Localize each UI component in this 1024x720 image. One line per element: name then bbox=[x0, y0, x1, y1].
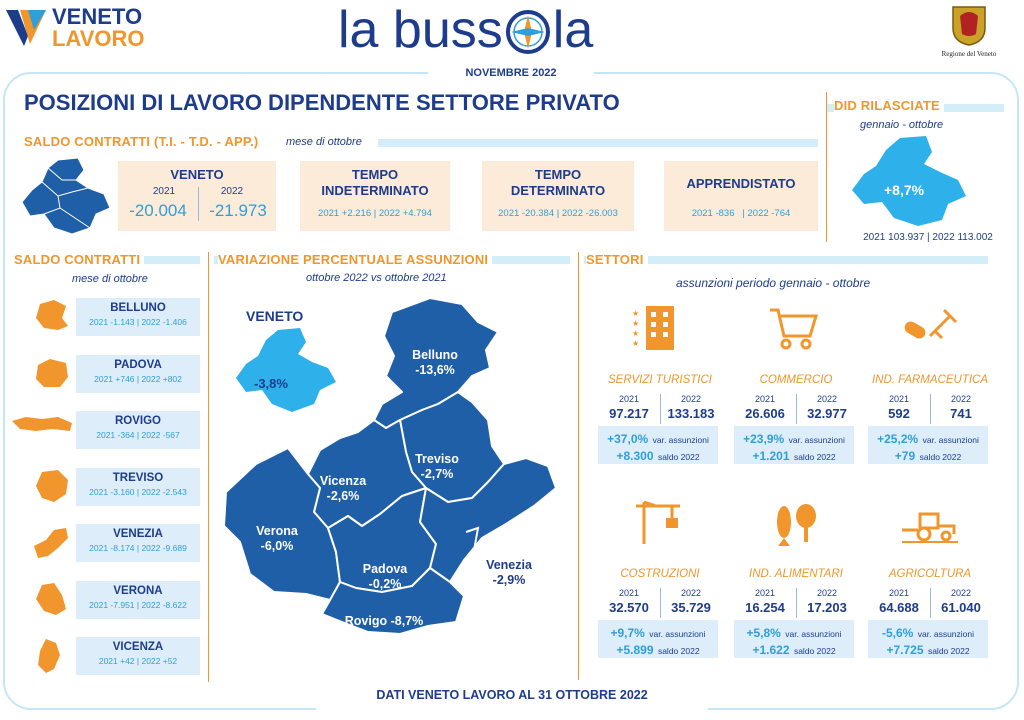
province-row-venezia bbox=[12, 524, 204, 564]
sector-value-1: 64.688 bbox=[879, 600, 919, 615]
provinces-map bbox=[216, 292, 564, 652]
sector-name: IND. FARMACEUTICA bbox=[871, 374, 989, 386]
saldo-prov-title: SALDO CONTRATTI bbox=[14, 252, 144, 267]
verona-name: Verona bbox=[256, 524, 298, 538]
saldo-prov-subtitle: mese di ottobre bbox=[72, 273, 148, 285]
sector-saldo-label: saldo 2022 bbox=[927, 646, 970, 656]
saldo-top-title: SALDO CONTRATTI (T.I. - T.D. - APP.) bbox=[24, 134, 259, 149]
province-values-treviso: 2021 -3.160 | 2022 -2.543 bbox=[89, 486, 187, 497]
left-divider bbox=[208, 252, 209, 682]
sector-var-pct: -5,6% bbox=[881, 626, 914, 640]
verona-pct: -6,0% bbox=[260, 539, 294, 553]
sector-saldo-value: +1.622 bbox=[752, 643, 790, 657]
sector-var-label: var. assunzioni bbox=[788, 435, 845, 445]
tempo-ind-line1: TEMPO bbox=[351, 167, 399, 182]
veneto-year-1: 2021 bbox=[152, 186, 176, 197]
sector-value-1: 592 bbox=[888, 406, 910, 421]
sector-year-1: 2021 bbox=[618, 588, 640, 598]
sector-saldo-value: +79 bbox=[894, 449, 916, 463]
sector-year-1: 2021 bbox=[888, 588, 910, 598]
rovigo-shape-icon bbox=[12, 411, 76, 451]
sector-year-1: 2021 bbox=[888, 394, 910, 404]
treviso-pct: -2,7% bbox=[420, 467, 454, 481]
sector-var-row bbox=[598, 430, 718, 448]
province-values-vicenza: 2021 +42 | 2022 +52 bbox=[98, 656, 178, 666]
sector-value-1: 26.606 bbox=[745, 406, 785, 421]
la-bussola-title bbox=[338, 0, 593, 60]
veneto-lavoro-logo-icon bbox=[6, 8, 48, 48]
province-row-treviso bbox=[12, 468, 204, 508]
province-values-verona: 2021 -7.951 | 2022 -8.622 bbox=[89, 599, 187, 610]
province-name-venezia: VENEZIA bbox=[113, 528, 163, 540]
sector-saldo-row bbox=[734, 447, 854, 465]
map-label-padova bbox=[352, 562, 418, 592]
province-box-treviso bbox=[76, 468, 200, 506]
la-bussola-part1: la buss bbox=[338, 1, 503, 59]
sector-value-1: 97.217 bbox=[609, 406, 649, 421]
region-name: Regione del Veneto bbox=[941, 50, 997, 58]
sector-year-1: 2021 bbox=[618, 394, 640, 404]
variazione-veneto-pct: -3,8% bbox=[254, 376, 288, 391]
main-title: POSIZIONI DI LAVORO DIPENDENTE SETTORE PRIVATO bbox=[24, 90, 620, 115]
tempo-ind-line2: INDETERMINATO bbox=[321, 183, 429, 198]
tempo-det-values: 2021 -20.384 | 2022 -26.003 bbox=[498, 208, 618, 219]
sector-var-row bbox=[598, 624, 718, 642]
sector-year-2: 2022 bbox=[680, 588, 702, 598]
sector-var-row bbox=[734, 430, 854, 448]
sector-saldo-value: +8.300 bbox=[616, 449, 654, 463]
province-name-belluno: BELLUNO bbox=[110, 302, 166, 314]
map-label-belluno bbox=[400, 348, 470, 378]
sector-stats-box bbox=[734, 620, 854, 658]
sector-costruzioni bbox=[598, 496, 722, 662]
sector-stats-box bbox=[598, 426, 718, 464]
sector-var-pct: +25,2% bbox=[877, 432, 919, 446]
sector-year-2: 2022 bbox=[950, 588, 972, 598]
veneto-map-small-icon bbox=[18, 156, 114, 236]
treviso-shape-icon bbox=[32, 468, 72, 508]
sector-var-label: var. assunzioni bbox=[785, 629, 842, 639]
map-label-rovigo bbox=[332, 614, 436, 629]
svg-text:★: ★ bbox=[632, 329, 640, 338]
did-divider bbox=[826, 92, 827, 242]
sector-name: SERVIZI TURISTICI bbox=[608, 374, 712, 386]
sector-saldo-row bbox=[598, 641, 718, 659]
sector-year-2: 2022 bbox=[680, 394, 702, 404]
sector-saldo-label: saldo 2022 bbox=[793, 452, 836, 462]
treviso-name: Treviso bbox=[415, 452, 459, 466]
sector-var-pct: +5,8% bbox=[746, 626, 781, 640]
belluno-pct: -13,6% bbox=[415, 363, 455, 377]
region-crest-icon bbox=[950, 4, 988, 46]
compass-icon bbox=[505, 9, 551, 55]
padova-name: Padova bbox=[362, 562, 408, 576]
tempo-ind-values: 2021 +2.216 | 2022 +4.794 bbox=[318, 208, 432, 219]
sector-name: COMMERCIO bbox=[759, 374, 833, 386]
veneto-saldo-label: VENETO bbox=[170, 167, 224, 182]
veneto-value-1: -20.004 bbox=[129, 201, 187, 220]
logo-line1: VENETO bbox=[52, 4, 143, 29]
sector-saldo-row bbox=[868, 447, 988, 465]
sector-year-2: 2022 bbox=[816, 394, 838, 404]
sector-saldo-row bbox=[734, 641, 854, 659]
hotel-icon bbox=[630, 302, 690, 356]
sector-var-row bbox=[734, 624, 854, 642]
province-row-vicenza bbox=[12, 637, 204, 677]
province-row-rovigo bbox=[12, 411, 204, 451]
svg-text:★: ★ bbox=[632, 339, 640, 348]
map-label-venezia bbox=[476, 558, 542, 588]
sector-saldo-row bbox=[598, 447, 718, 465]
province-name-treviso: TREVISO bbox=[112, 471, 164, 484]
sector-commercio bbox=[734, 302, 858, 468]
saldo-top-bar bbox=[378, 139, 818, 147]
belluno-name: Belluno bbox=[412, 348, 458, 362]
verona-shape-icon bbox=[32, 581, 72, 621]
sector-stats-box bbox=[868, 620, 988, 658]
sector-year-2: 2022 bbox=[816, 588, 838, 598]
sector-value-2: 133.183 bbox=[667, 406, 715, 421]
sector-saldo-value: +1.201 bbox=[752, 449, 790, 463]
sector-var-pct: +23,9% bbox=[743, 432, 785, 446]
did-veneto-map-icon bbox=[846, 134, 976, 228]
padova-pct: -0,2% bbox=[368, 577, 402, 591]
sector-var-label: var. assunzioni bbox=[922, 435, 979, 445]
vicenza-shape-icon bbox=[32, 637, 72, 677]
province-box-rovigo bbox=[76, 411, 200, 449]
venezia-shape-icon bbox=[32, 524, 72, 564]
la-bussola-part2: la bbox=[552, 1, 594, 59]
belluno-shape-icon bbox=[32, 298, 72, 338]
rovigo-name: Rovigo bbox=[344, 614, 388, 628]
veneto-year-2: 2022 bbox=[220, 186, 244, 197]
sector-var-label: var. assunzioni bbox=[652, 435, 709, 445]
sector-servizi-turistici bbox=[598, 302, 722, 468]
venezia-name: Venezia bbox=[486, 558, 532, 572]
province-row-belluno bbox=[12, 298, 204, 338]
sector-stats-box bbox=[734, 426, 854, 464]
padova-shape-icon bbox=[32, 355, 72, 395]
province-name-verona: VERONA bbox=[113, 584, 163, 597]
sector-var-pct: +37,0% bbox=[607, 432, 649, 446]
province-values-padova: 2021 +746 | 2022 +802 bbox=[94, 373, 182, 384]
sector-saldo-value: +5.899 bbox=[616, 643, 654, 657]
sector-agricoltura bbox=[868, 496, 992, 662]
province-box-belluno bbox=[76, 298, 200, 336]
province-name-padova: PADOVA bbox=[114, 358, 162, 371]
sector-year-2: 2022 bbox=[950, 394, 972, 404]
vicenza-name: Vicenza bbox=[319, 474, 367, 488]
crane-icon bbox=[630, 496, 690, 550]
variazione-title: VARIAZIONE PERCENTUALE ASSUNZIONI bbox=[218, 252, 492, 267]
logo-line2: LAVORO bbox=[52, 26, 145, 51]
province-box-vicenza bbox=[76, 637, 200, 675]
apprendistato-values: 2021 -836 | 2022 -764 bbox=[691, 208, 791, 219]
settori-subtitle: assunzioni periodo gennaio - ottobre bbox=[676, 276, 871, 290]
cart-icon bbox=[766, 302, 826, 356]
sector-ind-farmaceutica bbox=[868, 302, 992, 468]
sector-var-row bbox=[868, 430, 988, 448]
province-name-vicenza: VICENZA bbox=[112, 641, 164, 653]
sector-var-row bbox=[868, 624, 988, 642]
did-subtitle: gennaio - ottobre bbox=[860, 119, 944, 131]
apprendistato-label: APPRENDISTATO bbox=[686, 176, 796, 191]
did-values: 2021 103.937 | 2022 113.002 bbox=[863, 232, 993, 243]
apprendistato-box bbox=[664, 161, 818, 231]
issue-date: NOVEMBRE 2022 bbox=[428, 64, 594, 82]
tempo-indeterminato-box bbox=[300, 161, 450, 231]
sector-name: AGRICOLTURA bbox=[888, 568, 972, 580]
sector-value-1: 32.570 bbox=[609, 600, 649, 615]
sector-saldo-value: +7.725 bbox=[886, 643, 924, 657]
veneto-value-2: -21.973 bbox=[209, 201, 267, 220]
tempo-det-line2: DETERMINATO bbox=[510, 183, 606, 198]
saldo-top-subtitle: mese di ottobre bbox=[286, 136, 362, 148]
map-label-verona bbox=[244, 524, 310, 554]
map-label-treviso bbox=[404, 452, 470, 482]
sector-var-label: var. assunzioni bbox=[917, 629, 975, 639]
province-row-verona bbox=[12, 581, 204, 621]
province-box-padova bbox=[76, 355, 200, 393]
right-divider bbox=[578, 252, 579, 682]
tempo-determinato-box bbox=[482, 161, 634, 231]
footer-text: DATI VENETO LAVORO AL 31 OTTOBRE 2022 bbox=[376, 688, 648, 702]
province-box-venezia bbox=[76, 524, 200, 562]
province-box-verona bbox=[76, 581, 200, 619]
variazione-veneto-label: VENETO bbox=[246, 308, 304, 324]
sector-saldo-label: saldo 2022 bbox=[793, 646, 836, 656]
tractor-icon bbox=[900, 496, 960, 550]
sector-value-2: 61.040 bbox=[941, 600, 981, 615]
sector-saldo-label: saldo 2022 bbox=[919, 452, 962, 462]
sector-value-2: 32.977 bbox=[807, 406, 847, 421]
province-name-rovigo: ROVIGO bbox=[114, 415, 161, 427]
rovigo-pct: -8,7% bbox=[390, 614, 424, 628]
sector-stats-box bbox=[598, 620, 718, 658]
pharma-icon bbox=[900, 302, 960, 356]
venezia-pct: -2,9% bbox=[492, 573, 526, 587]
sector-value-2: 17.203 bbox=[807, 600, 847, 615]
province-row-padova bbox=[12, 355, 204, 395]
sector-value-1: 16.254 bbox=[745, 600, 785, 615]
veneto-saldo-box bbox=[118, 161, 276, 231]
sector-stats-box bbox=[868, 426, 988, 464]
food-icon bbox=[766, 496, 826, 550]
province-values-venezia: 2021 -8.174 | 2022 -9.689 bbox=[89, 543, 187, 553]
sector-var-pct: +9,7% bbox=[610, 626, 645, 640]
sector-name: COSTRUZIONI bbox=[620, 568, 700, 580]
sector-saldo-row bbox=[868, 641, 988, 659]
sector-saldo-label: saldo 2022 bbox=[657, 646, 700, 656]
sector-name: IND. ALIMENTARI bbox=[749, 568, 843, 580]
sector-ind-alimentari bbox=[734, 496, 858, 662]
did-title: DID RILASCIATE bbox=[834, 98, 944, 113]
sector-var-label: var. assunzioni bbox=[649, 629, 706, 639]
did-pct: +8,7% bbox=[884, 182, 925, 198]
svg-text:★: ★ bbox=[632, 309, 640, 318]
sector-saldo-label: saldo 2022 bbox=[657, 452, 700, 462]
sector-value-2: 35.729 bbox=[671, 600, 711, 615]
province-values-belluno: 2021 -1.143 | 2022 -1.406 bbox=[89, 317, 187, 327]
sector-year-1: 2021 bbox=[754, 588, 776, 598]
sector-value-2: 741 bbox=[950, 406, 972, 421]
map-label-vicenza bbox=[310, 474, 376, 504]
tempo-det-line1: TEMPO bbox=[534, 167, 582, 182]
veneto-divider bbox=[198, 187, 199, 221]
sector-year-1: 2021 bbox=[754, 394, 776, 404]
province-values-rovigo: 2021 -364 | 2022 -567 bbox=[96, 430, 180, 440]
settori-title: SETTORI bbox=[586, 252, 648, 267]
svg-text:★: ★ bbox=[632, 319, 640, 328]
vicenza-pct: -2,6% bbox=[326, 489, 360, 503]
variazione-subtitle: ottobre 2022 vs ottobre 2021 bbox=[306, 272, 447, 284]
